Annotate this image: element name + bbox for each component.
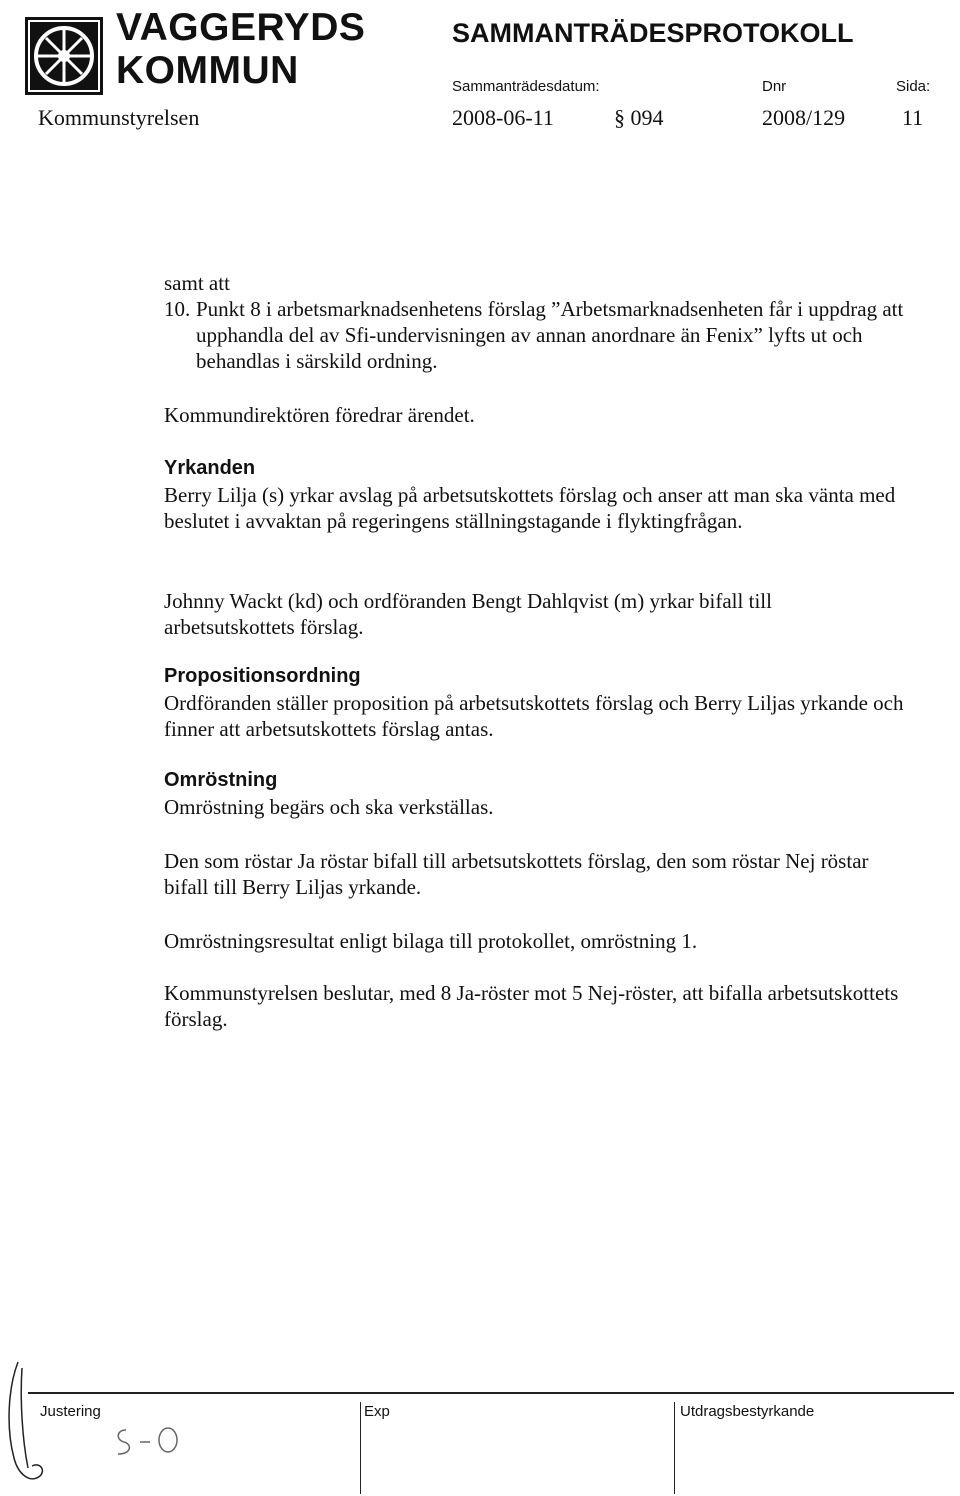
municipality-emblem-icon: [22, 14, 106, 98]
dnr-value: 2008/129: [762, 105, 846, 130]
utdragsbestyrkande-label: Utdragsbestyrkande: [680, 1403, 815, 1420]
yrkanden-paragraph-1: Berry Lilja (s) yrkar avslag på arbetsutskottets förslag och anser att man ska vänta med beslutet i avvaktan på regeringens ställningstagande i flyktingfrågan.: [164, 483, 896, 533]
omrostning-paragraph-2: Den som röstar Ja röstar bifall till arbetsutskottets förslag, den som röstar Nej röstar bifall till Berry Liljas yrkande.: [164, 849, 869, 899]
org-name-line1: VAGGERYDS: [116, 6, 366, 49]
meeting-date: 2008-06-11: [452, 105, 554, 130]
footer-column-divider-2: [674, 1402, 675, 1494]
meeting-date-label: Sammanträdesdatum:: [452, 78, 600, 95]
list-item-number: 10.: [164, 297, 191, 321]
footer-divider: [28, 1392, 954, 1394]
yrkanden-heading: Yrkanden: [164, 457, 256, 479]
document-title: SAMMANTRÄDESPROTOKOLL: [452, 18, 854, 48]
paragraph-number: § 094: [614, 105, 664, 130]
omrostning-result: Omröstningsresultat enligt bilaga till protokollet, omröstning 1.: [164, 929, 698, 953]
page-label: Sida:: [896, 78, 931, 95]
board-name: Kommunstyrelsen: [38, 105, 200, 130]
propositionsordning-heading: Propositionsordning: [164, 665, 361, 687]
handwritten-initials-icon: [110, 1420, 190, 1460]
dnr-label: Dnr: [762, 78, 787, 95]
presenter-text: Kommundirektören föredrar ärendet.: [164, 403, 475, 427]
omrostning-heading: Omröstning: [164, 769, 278, 791]
page-number: 11: [902, 105, 924, 130]
justering-label: Justering: [40, 1403, 101, 1420]
list-item-10: [164, 296, 904, 374]
handwritten-signature-icon: [0, 1358, 60, 1494]
exp-label: Exp: [364, 1403, 390, 1420]
footer-column-divider-1: [360, 1402, 361, 1494]
propositionsordning-paragraph: Ordföranden ställer proposition på arbetsutskottets förslag och Berry Liljas yrkande och finner att arbetsutskottets förslag antas.: [164, 691, 904, 741]
omrostning-paragraph-1: Omröstning begärs och ska verkställas.: [164, 795, 494, 819]
org-name-line2: KOMMUN: [116, 49, 299, 92]
intro-text: samt att: [164, 271, 230, 295]
yrkanden-paragraph-2: Johnny Wackt (kd) och ordföranden Bengt Dahlqvist (m) yrkar bifall till arbetsutskottets förslag.: [164, 589, 772, 639]
decision-text: Kommunstyrelsen beslutar, med 8 Ja-röster mot 5 Nej-röster, att bifalla arbetsutskottets förslag.: [164, 981, 899, 1031]
list-item-text: Punkt 8 i arbetsmarknadsenhetens förslag ”Arbetsmarknadsenheten får i uppdrag att upphandla del av Sfi-undervisningen av annan anordnare än Fenix” lyfts ut och behandlas i särskild ordning.: [196, 297, 904, 373]
